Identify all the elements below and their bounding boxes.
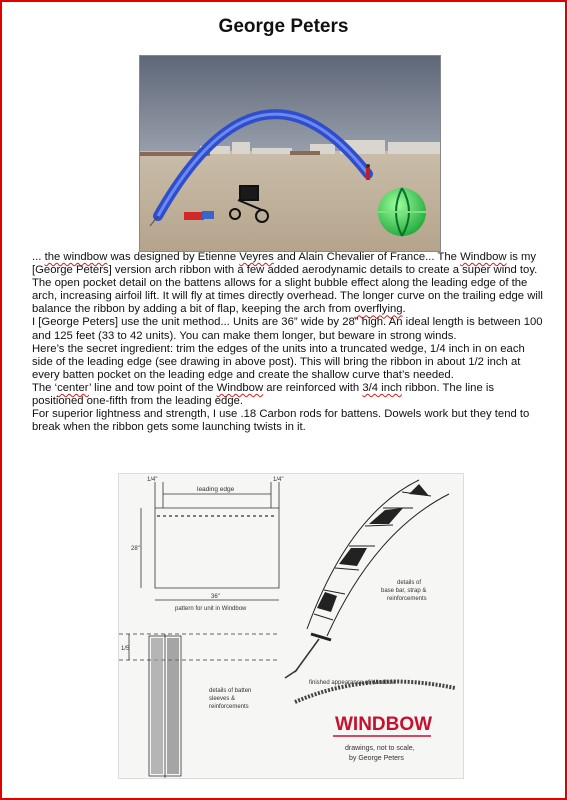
base-details-line-1: details of [397,580,422,586]
text-run: The ‘ [32,381,58,394]
spellcheck-word: the windbow [44,251,108,263]
page-title: George Peters [218,16,349,37]
batten-details-line-1: details of batten [209,688,252,694]
pattern-caption: pattern for unit in Windbow [175,606,247,612]
article-body [32,251,548,434]
windbow-label: WINDBOW [335,714,433,735]
text-run: . [402,303,406,316]
spellcheck-word: Windbow [460,251,507,263]
spellcheck-word: Veyres [239,251,274,263]
text-run: ribbon. The line is positioned one-fifth from the leading edge. [32,381,495,408]
windbow-beach-photo [139,55,441,252]
windbow-technical-drawing [118,473,464,779]
paragraph-units: I [George Peters] use the unit method... Units are 36” wide by 28” high. An ideal length is between 100 and 125 feet (33 to 42 units). You can make them longer, but beware in strong winds. [32,316,543,342]
spellcheck-word: 3/4 inch [362,381,402,394]
drawing-image [119,474,463,778]
beach-scene-image [140,56,440,251]
credit-line-2: by George Peters [349,755,404,762]
base-details-line-3: reinforcements [387,596,427,602]
paragraph-secret: Here’s the secret ingredient: trim the edges of the units into a truncated wedge, 1/4 inch in on each side of the leading edge (see drawing in above post). This will bring the ribbon in about 1/2 inch at every batten pocket on the leading edge and create the shallow curve that’s needed. [32,342,525,381]
batten-details-line-3: reinforcements [209,704,249,710]
spellcheck-word: Windbow [216,381,264,394]
one-fifth-label: 1/5 [121,646,130,652]
text-run: ... [32,251,45,263]
text-run: and Alain Chevalier of France... The [273,251,461,263]
quarter-inch-right-label: 1/4" [273,477,284,483]
height-dimension-label: 28" [131,546,140,552]
base-details-line-2: base bar, strap & [381,588,427,594]
text-run: was designed by Etienne [107,251,240,263]
paragraph-battens: For superior lightness and strength, I use .18 Carbon rods for battens. Dowels work but they tend to break when the ribbon gets some launching twists in it. [32,408,530,434]
width-dimension-label: 36" [211,594,220,600]
text-run: ’ line and tow point of the [88,381,217,394]
credit-line-1: drawings, not to scale, [345,745,415,752]
batten-details-line-2: sleeves & [209,696,236,702]
text-run: are reinforced with [263,381,363,394]
paragraph-intro [32,251,548,316]
leading-edge-label: leading edge [197,486,235,493]
spellcheck-word: center [57,381,89,394]
paragraph-center-line [32,382,548,408]
quarter-inch-left-label: 1/4" [147,477,158,483]
spellcheck-word: overflying [354,303,403,316]
finished-appearance-caption: finished appearance of Windbow [309,680,397,686]
text-run: is my [George Peters] version arch ribbon with a few added aerodynamic details to create a super wind toy. The open pocket detail on the battens allows for a slight bubble effect along the leading edge of the arch, increasing airfoil lift. It will fly at times directly overhead. The longer curve on the trailing edge will balance the ribbon by adding a bit of flap, keeping the arch from [32,251,543,316]
